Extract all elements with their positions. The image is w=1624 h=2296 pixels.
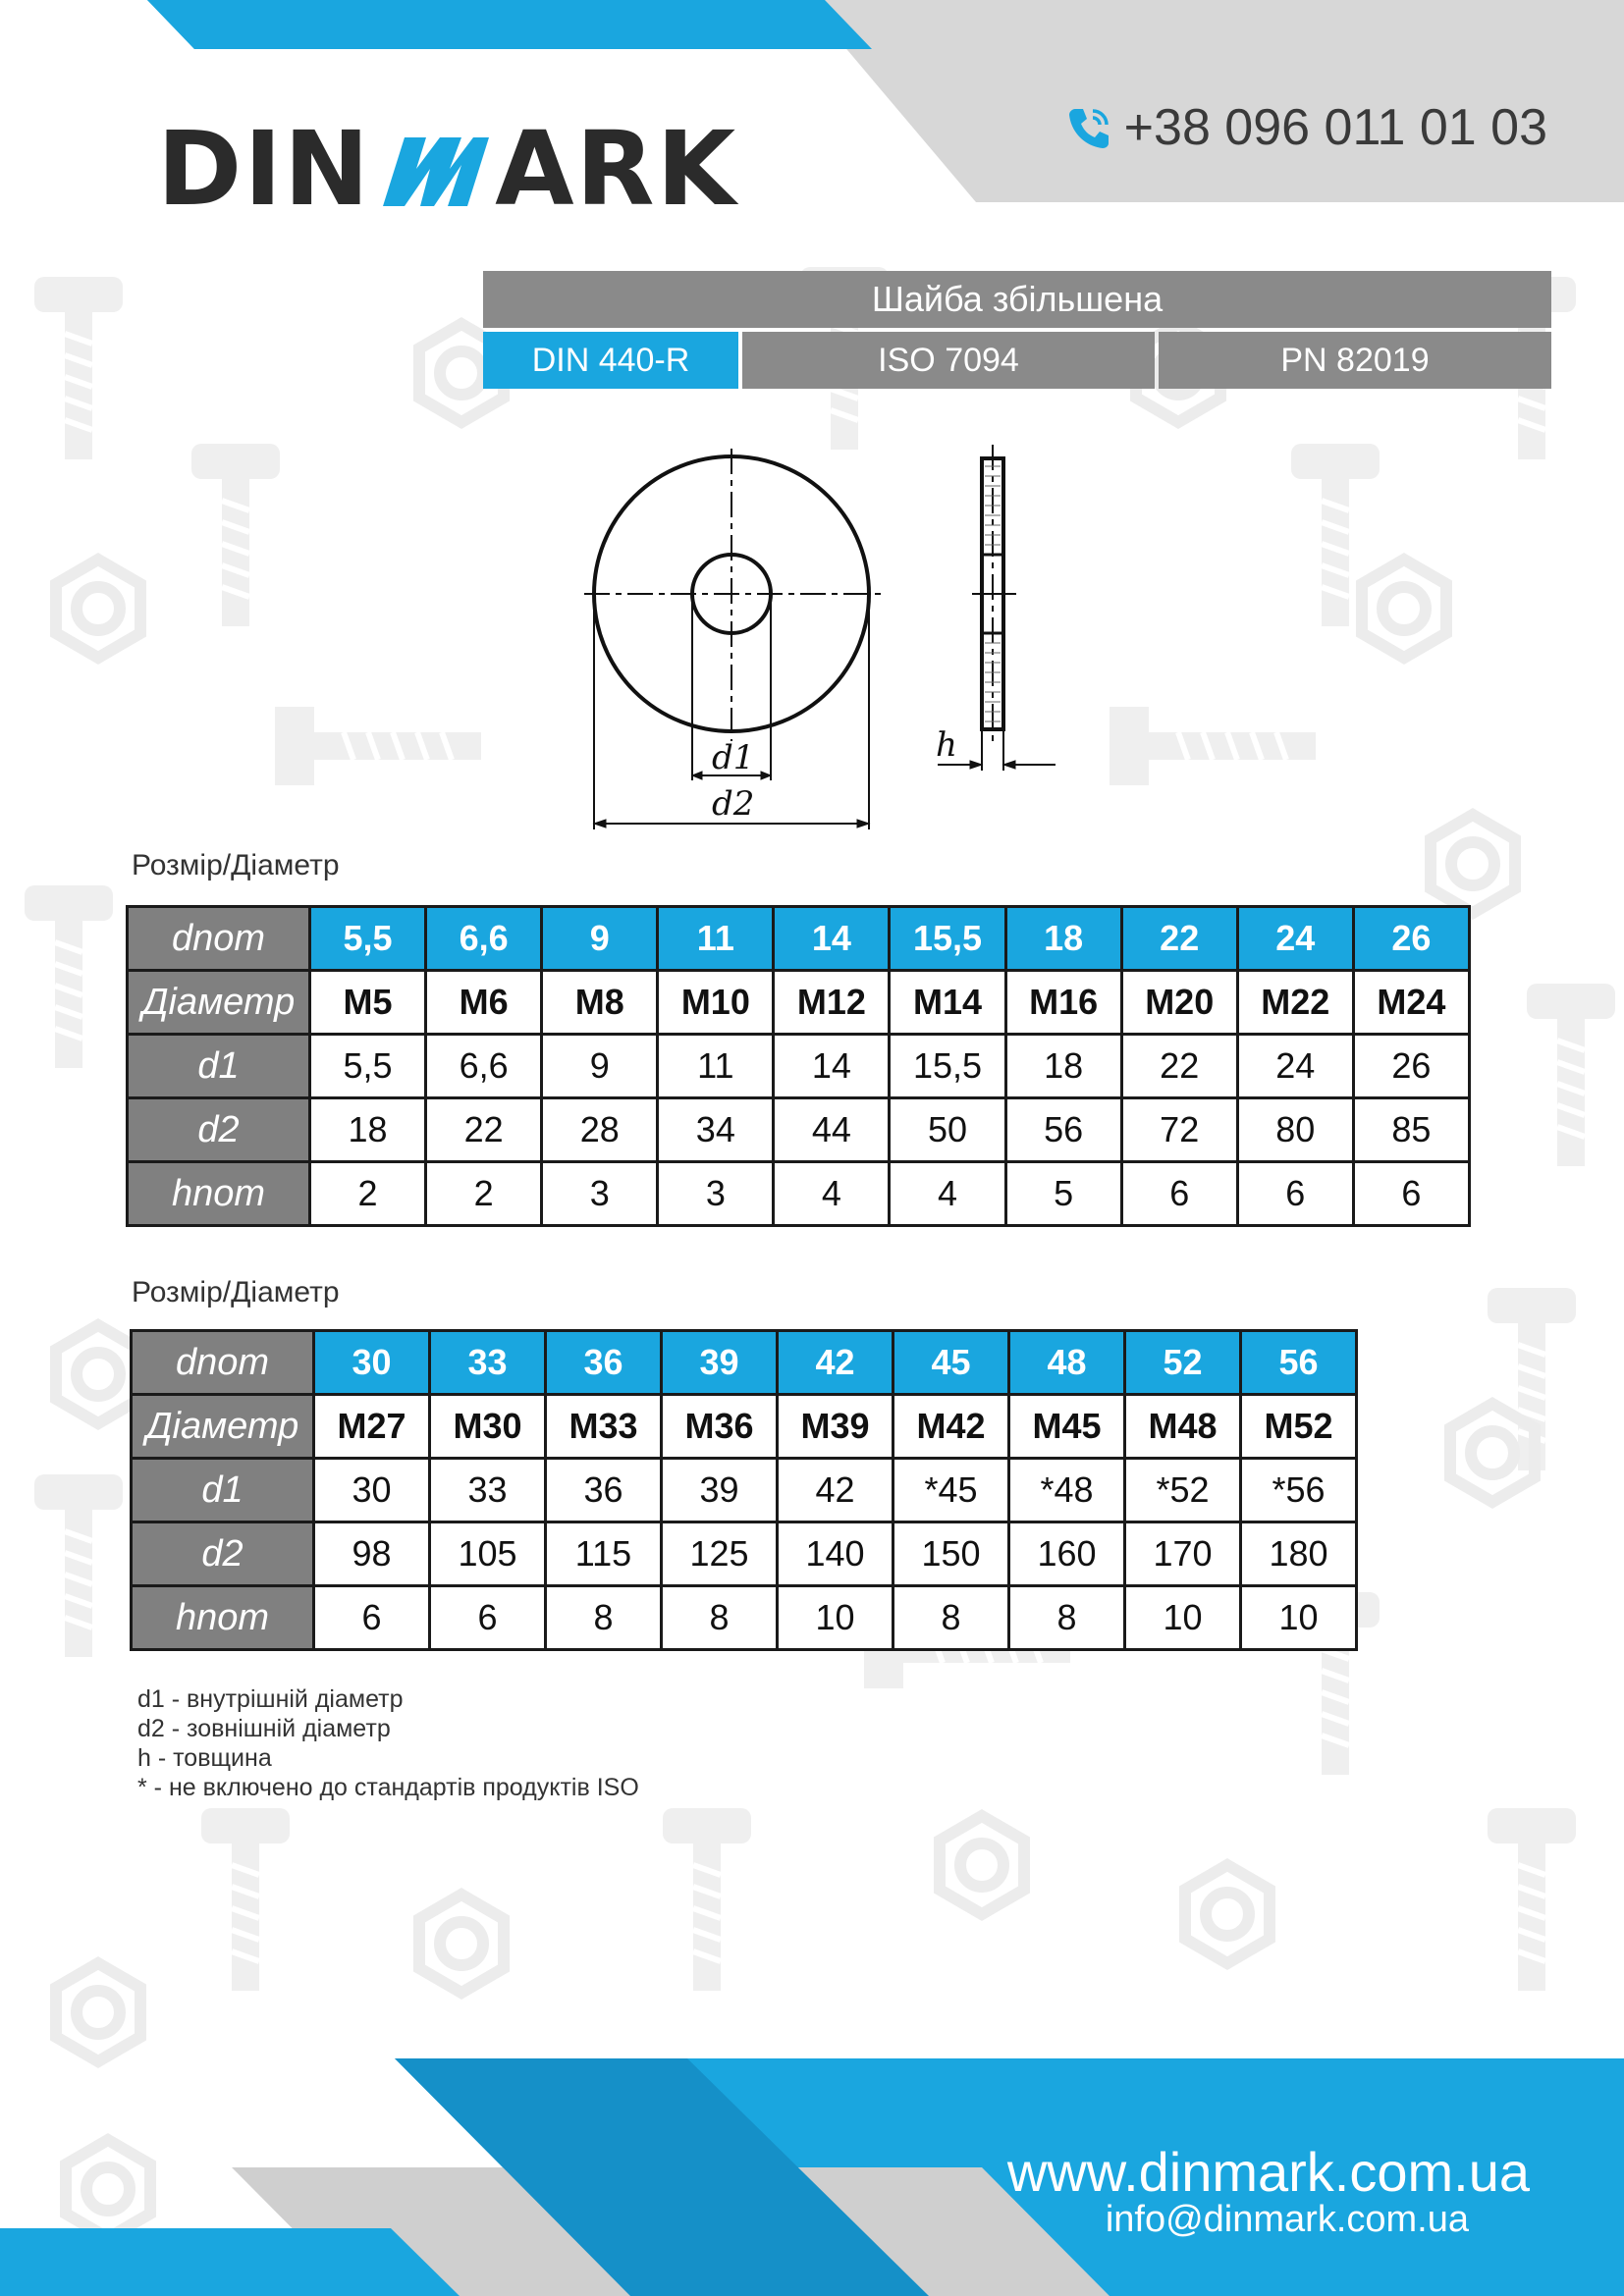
row-header: d1 [132, 1459, 314, 1522]
row-dnom [128, 907, 1470, 971]
row-diameter [128, 971, 1470, 1035]
table-cell: 22 [1121, 1035, 1237, 1098]
size-table-2 [130, 1329, 1358, 1651]
table-cell: 3 [658, 1162, 774, 1226]
table-cell: 36 [546, 1331, 662, 1395]
table-cell: M39 [778, 1395, 893, 1459]
table-cell: 42 [778, 1331, 893, 1395]
email-link[interactable]: info@dinmark.com.ua [1105, 2199, 1469, 2240]
table-cell: 170 [1125, 1522, 1241, 1586]
legend-h: h - товщина [137, 1744, 272, 1772]
table-cell: 39 [662, 1459, 778, 1522]
standard-iso: ISO 7094 [742, 332, 1155, 389]
table-cell: 5,5 [310, 1035, 426, 1098]
table-cell: M14 [890, 971, 1005, 1035]
table-cell: 11 [658, 1035, 774, 1098]
logo-m-mark [375, 130, 491, 208]
table-cell: 34 [658, 1098, 774, 1162]
table-cell: 6 [1237, 1162, 1353, 1226]
table-cell: M22 [1237, 971, 1353, 1035]
table-cell: 5,5 [310, 907, 426, 971]
table-cell: 11 [658, 907, 774, 971]
legend [137, 1684, 639, 1802]
table-cell: M27 [314, 1395, 430, 1459]
table-cell: M16 [1005, 971, 1121, 1035]
table-cell: 3 [542, 1162, 658, 1226]
table-cell: *48 [1009, 1459, 1125, 1522]
legend-asterisk: * - не включено до стандартів продуктів ISO [137, 1774, 639, 1801]
table-cell: 160 [1009, 1522, 1125, 1586]
table-cell: 72 [1121, 1098, 1237, 1162]
table-cell: M20 [1121, 971, 1237, 1035]
row-hnom [128, 1162, 1470, 1226]
table-cell: 105 [430, 1522, 546, 1586]
table-cell: 6 [1121, 1162, 1237, 1226]
table-cell: 33 [430, 1459, 546, 1522]
table-cell: 5 [1005, 1162, 1121, 1226]
legend-d2: d2 - зовнішній діаметр [137, 1715, 391, 1742]
table-cell: 15,5 [890, 907, 1005, 971]
table-cell: M12 [774, 971, 890, 1035]
table-cell: 98 [314, 1522, 430, 1586]
row-dnom [132, 1331, 1357, 1395]
table-cell: 80 [1237, 1098, 1353, 1162]
table-cell: 18 [1005, 1035, 1121, 1098]
logo-text-din: DIN [157, 109, 372, 229]
brand-logo[interactable] [157, 109, 738, 229]
table-cell: 115 [546, 1522, 662, 1586]
table-cell: 125 [662, 1522, 778, 1586]
table-cell: 9 [542, 1035, 658, 1098]
label-d2: d2 [712, 784, 755, 824]
standard-din: DIN 440-R [483, 332, 738, 389]
table-cell: 2 [426, 1162, 542, 1226]
row-header: hnom [128, 1162, 310, 1226]
table-cell: M24 [1353, 971, 1469, 1035]
table-cell: 10 [1125, 1586, 1241, 1650]
table-cell: 33 [430, 1331, 546, 1395]
row-d2 [132, 1522, 1357, 1586]
table-cell: 4 [890, 1162, 1005, 1226]
table-cell: 52 [1125, 1331, 1241, 1395]
table-cell: 24 [1237, 1035, 1353, 1098]
logo-text-ark: ARK [495, 109, 738, 229]
table-cell: 39 [662, 1331, 778, 1395]
table-cell: 15,5 [890, 1035, 1005, 1098]
table-cell: 50 [890, 1098, 1005, 1162]
table-cell: 8 [893, 1586, 1009, 1650]
table-cell: 22 [1121, 907, 1237, 971]
table-cell: M8 [542, 971, 658, 1035]
table-cell: 150 [893, 1522, 1009, 1586]
phone-contact[interactable] [1063, 98, 1547, 157]
table-cell: 24 [1237, 907, 1353, 971]
section-label-2: Розмір/Діаметр [132, 1276, 340, 1308]
row-header: d1 [128, 1035, 310, 1098]
table-cell: 18 [1005, 907, 1121, 971]
table-cell: 48 [1009, 1331, 1125, 1395]
standard-pn: PN 82019 [1159, 332, 1551, 389]
row-header: dnom [132, 1331, 314, 1395]
label-h: h [936, 725, 957, 765]
table-cell: M6 [426, 971, 542, 1035]
table-cell: M45 [1009, 1395, 1125, 1459]
table-cell: 22 [426, 1098, 542, 1162]
table-cell: 6,6 [426, 1035, 542, 1098]
table-cell: 26 [1353, 1035, 1469, 1098]
table-cell: 6 [314, 1586, 430, 1650]
table-cell: 14 [774, 1035, 890, 1098]
table-cell: 8 [546, 1586, 662, 1650]
row-d1 [128, 1035, 1470, 1098]
table-cell: 18 [310, 1098, 426, 1162]
table-cell: M5 [310, 971, 426, 1035]
table-cell: *45 [893, 1459, 1009, 1522]
legend-d1: d1 - внутрішній діаметр [137, 1685, 404, 1713]
table-cell: M36 [662, 1395, 778, 1459]
table-cell: 2 [310, 1162, 426, 1226]
row-header: d2 [128, 1098, 310, 1162]
table-cell: 8 [1009, 1586, 1125, 1650]
table-cell: 140 [778, 1522, 893, 1586]
row-header: d2 [132, 1522, 314, 1586]
table-cell: 8 [662, 1586, 778, 1650]
row-d1 [132, 1459, 1357, 1522]
table-cell: 44 [774, 1098, 890, 1162]
table-cell: M10 [658, 971, 774, 1035]
table-cell: M52 [1241, 1395, 1357, 1459]
row-header: hnom [132, 1586, 314, 1650]
table-cell: 56 [1241, 1331, 1357, 1395]
table-cell: 10 [778, 1586, 893, 1650]
table-cell: 14 [774, 907, 890, 971]
table-cell: 4 [774, 1162, 890, 1226]
table-cell: 56 [1005, 1098, 1121, 1162]
size-table-1 [126, 905, 1471, 1227]
table-cell: 6,6 [426, 907, 542, 971]
section-label-1: Розмір/Діаметр [132, 849, 340, 881]
row-header: Діаметр [128, 971, 310, 1035]
row-header: Діаметр [132, 1395, 314, 1459]
table-cell: 85 [1353, 1098, 1469, 1162]
row-hnom [132, 1586, 1357, 1650]
table-cell: 42 [778, 1459, 893, 1522]
row-header: dnom [128, 907, 310, 971]
product-title-block [483, 271, 1551, 389]
table-cell: M48 [1125, 1395, 1241, 1459]
table-cell: M33 [546, 1395, 662, 1459]
table-cell: 30 [314, 1459, 430, 1522]
product-title: Шайба збільшена [483, 271, 1551, 328]
washer-drawing [584, 437, 1075, 839]
table-cell: 26 [1353, 907, 1469, 971]
website-link[interactable]: www.dinmark.com.ua [1006, 2141, 1530, 2203]
table-cell: *56 [1241, 1459, 1357, 1522]
table-cell: 28 [542, 1098, 658, 1162]
row-diameter [132, 1395, 1357, 1459]
table-cell: 6 [1353, 1162, 1469, 1226]
table-cell: 180 [1241, 1522, 1357, 1586]
phone-number: +38 096 011 01 03 [1123, 99, 1547, 156]
table-cell: *52 [1125, 1459, 1241, 1522]
table-cell: M42 [893, 1395, 1009, 1459]
phone-icon [1063, 103, 1112, 152]
table-cell: 30 [314, 1331, 430, 1395]
table-cell: 9 [542, 907, 658, 971]
label-d1: d1 [712, 738, 755, 777]
table-cell: 45 [893, 1331, 1009, 1395]
row-d2 [128, 1098, 1470, 1162]
table-cell: 6 [430, 1586, 546, 1650]
washer-side-view [938, 445, 1056, 771]
table-cell: 10 [1241, 1586, 1357, 1650]
table-cell: 36 [546, 1459, 662, 1522]
table-cell: M30 [430, 1395, 546, 1459]
